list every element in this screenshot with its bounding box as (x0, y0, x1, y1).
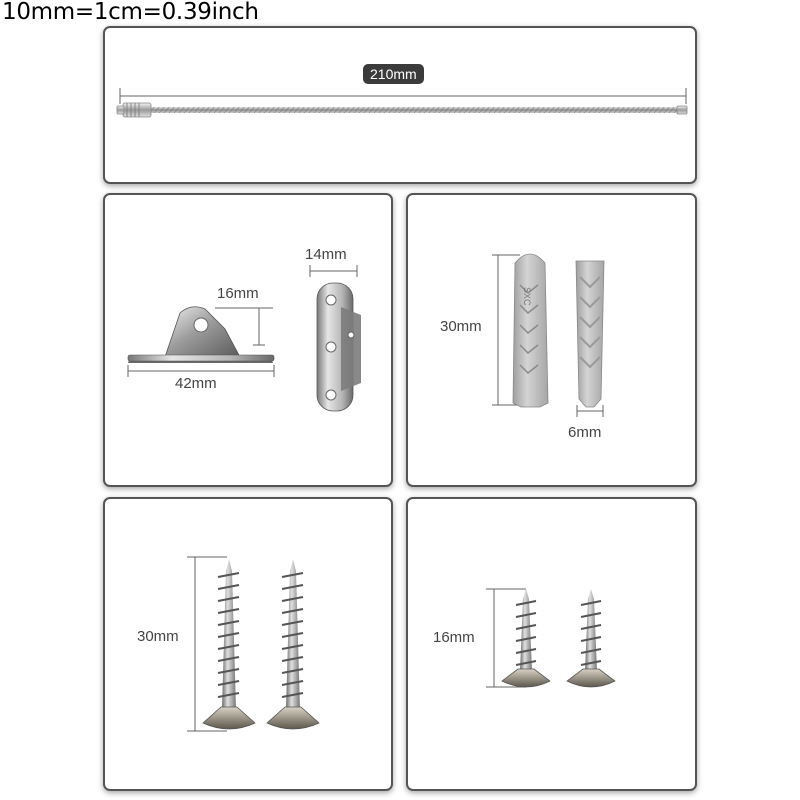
screw-b (267, 559, 319, 729)
screw-d (567, 589, 615, 687)
short-screw-image (408, 499, 699, 793)
steel-cable-image (105, 28, 699, 186)
bracket-height-label: 16mm (217, 285, 259, 302)
short-screw-length-label: 16mm (433, 629, 475, 646)
bracket-width-label: 42mm (175, 375, 217, 392)
anchor-panel (406, 193, 697, 487)
anchor-stamp: SXC (522, 287, 532, 306)
cable-length-badge: 210mm (363, 64, 424, 84)
short-screw-panel (406, 497, 697, 791)
long-screw-panel (103, 497, 393, 791)
anchor-length-label: 30mm (440, 318, 482, 335)
cable-panel (103, 26, 697, 184)
anchor-diameter-label: 6mm (568, 424, 602, 441)
unit-conversion-title: 10mm=1cm=0.39inch (2, 0, 259, 25)
screw-c (502, 589, 550, 687)
wall-anchor-image (408, 195, 699, 489)
long-screw-image (105, 499, 395, 793)
bracket-image (105, 195, 395, 489)
bracket-panel (103, 193, 393, 487)
bracket-thickness-label: 14mm (305, 246, 347, 263)
screw-a (203, 559, 255, 729)
long-screw-length-label: 30mm (137, 628, 179, 645)
